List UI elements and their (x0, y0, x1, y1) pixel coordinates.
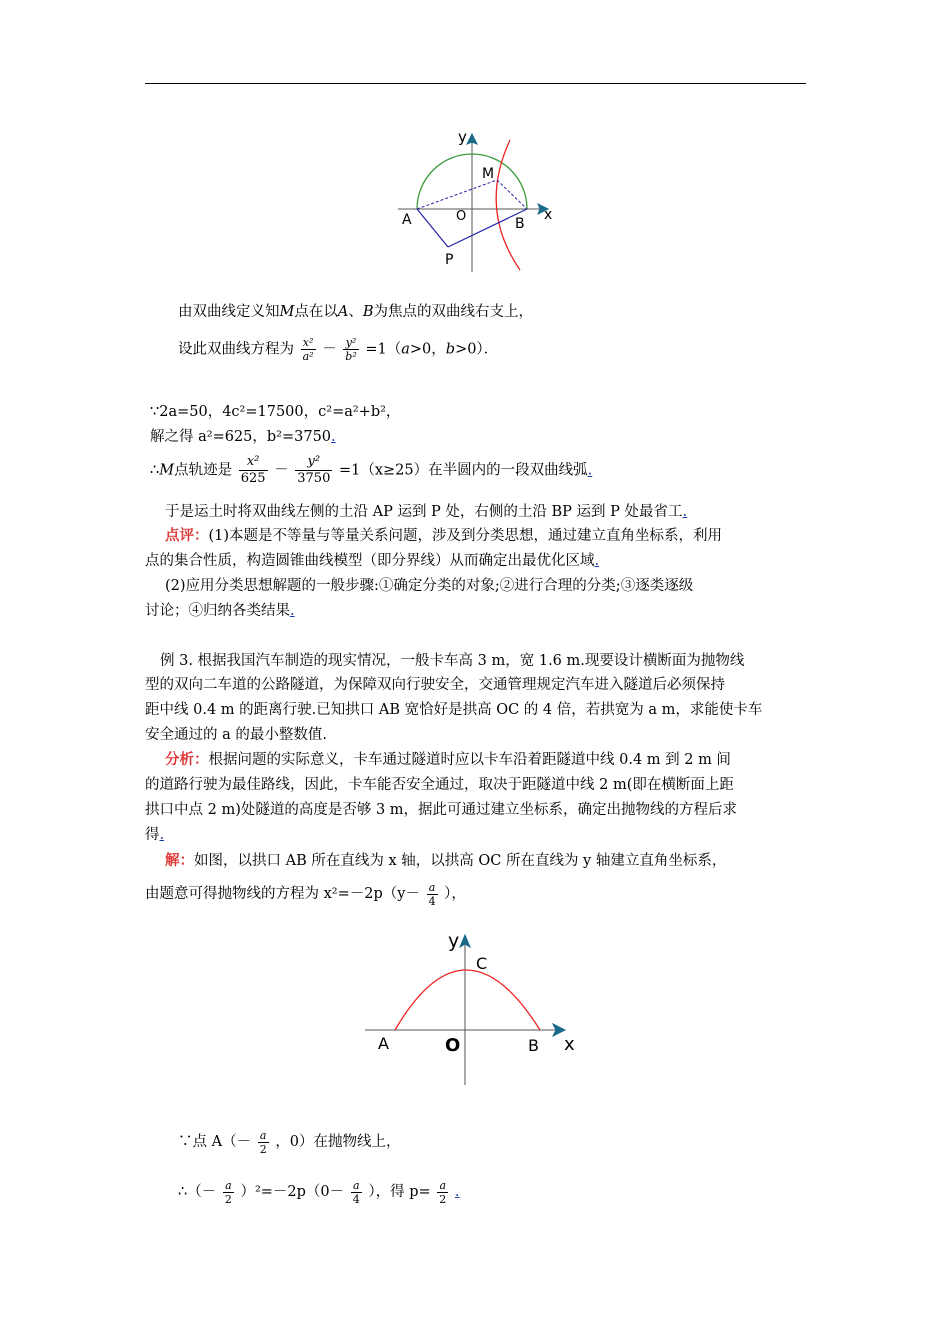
label-M: M (482, 166, 495, 182)
line-5: ∴M点轨迹是 $\frac{\text{x²}}{625}$ － $\frac{\text{y²}}{3750}$ =1（x≥25）在半圆内的一段双曲线弧. (150, 454, 593, 486)
line-7: 点评：(1)本题是不等量与等量关系问题，涉及到分类思想，通过建立直角坐标系，利用 (165, 527, 723, 544)
solution-line-2: 由题意可得抛物线的方程为 x²=－2p（y－ $\frac{a}{4}$ ）， (145, 880, 466, 908)
label-x: x (544, 207, 553, 223)
line-1: 由双曲线定义知M点在以A、B为焦点的双曲线右支上， (178, 304, 533, 320)
line-8: 点的集合性质，构造圆锥曲线模型（即分界线）从而确定出最优化区域. (145, 553, 600, 569)
solution-line-4: ∴（－ $\frac{a}{2}$ ）²=－2p（0－ $\frac{a}{4}$ ），得 p= $\frac{a}{2}$ . (178, 1178, 460, 1206)
analysis-line-4: 得. (145, 827, 165, 843)
analysis-line-1: 分析：根据问题的实际意义，卡车通过隧道时应以卡车沿着距隧道中线 0.4 m 到 2 m 间 (165, 751, 731, 768)
figure-semicircle-hyperbola (390, 120, 570, 280)
example-3-line-2: 型的双向二车道的公路隧道，为保障双向行驶安全，交通管理规定汽车进入隧道后必须保持 (145, 677, 725, 693)
label-A: A (378, 1034, 389, 1053)
label-A: A (402, 212, 412, 228)
line-6: 于是运土时将双曲线左侧的土沿 AP 运到 P 处，右侧的土沿 BP 运到 P 处最省工. (165, 504, 688, 520)
label-B: B (528, 1036, 539, 1055)
hyperbola-branch (496, 140, 520, 270)
analysis-line-3: 拱口中点 2 m)处隧道的高度是否够 3 m，据此可通过建立坐标系，确定出抛物线的方程后求 (145, 802, 738, 818)
segment-MB (497, 180, 527, 209)
label-y: y (458, 128, 467, 146)
line-4: 解之得 a²=625，b²=3750. (150, 429, 336, 445)
solution-line-3: ∵点 A（－ $\frac{a}{2}$ ，0）在抛物线上， (178, 1128, 401, 1156)
example-3-line-4: 安全通过的 a 的最小整数值. (145, 727, 327, 743)
parabola-arc (395, 970, 540, 1030)
label-y: y (448, 930, 460, 952)
segment-AP (417, 209, 448, 247)
label-O: O (456, 209, 467, 224)
line-2: 设此双曲线方程为 $\frac{\text{x²}}{\text{a²}}$ － $\frac{\text{y²}}{\text{b²}}$ =1（a>0，b>0）． (178, 336, 499, 363)
header-rule (145, 83, 806, 84)
example-3-line-3: 距中线 0.4 m 的距离行驶.已知拱口 AB 宽恰好是拱高 OC 的 4 倍，若拱宽为 a m，求能使卡车 (145, 702, 763, 718)
label-P: P (445, 252, 454, 268)
example-3-line-1: 例 3. 根据我国汽车制造的现实情况，一般卡车高 3 m，宽 1.6 m.现要设计横断面为抛物线 (160, 653, 745, 669)
label-B: B (515, 216, 525, 232)
line-9: (2)应用分类思想解题的一般步骤:①确定分类的对象;②进行合理的分类;③逐类逐级 (165, 578, 694, 594)
segment-AM (417, 180, 497, 209)
y-arrow (467, 134, 477, 144)
figure-parabola-arch (360, 925, 590, 1090)
line-10: 讨论；④归纳各类结果. (145, 603, 295, 619)
analysis-line-2: 的道路行驶为最佳路线，因此，卡车能否安全通过，取决于距隧道中线 2 m(即在横断面上距 (145, 777, 734, 793)
label-C: C (476, 954, 488, 973)
solution-line-1: 解：如图，以拱口 AB 所在直线为 x 轴，以拱高 OC 所在直线为 y 轴建立直角坐标系， (165, 852, 727, 869)
line-3: ∵2a=50，4c²=17500，c²=a²+b²， (150, 404, 401, 420)
label-O: O (445, 1035, 461, 1056)
label-x: x (564, 1034, 575, 1055)
